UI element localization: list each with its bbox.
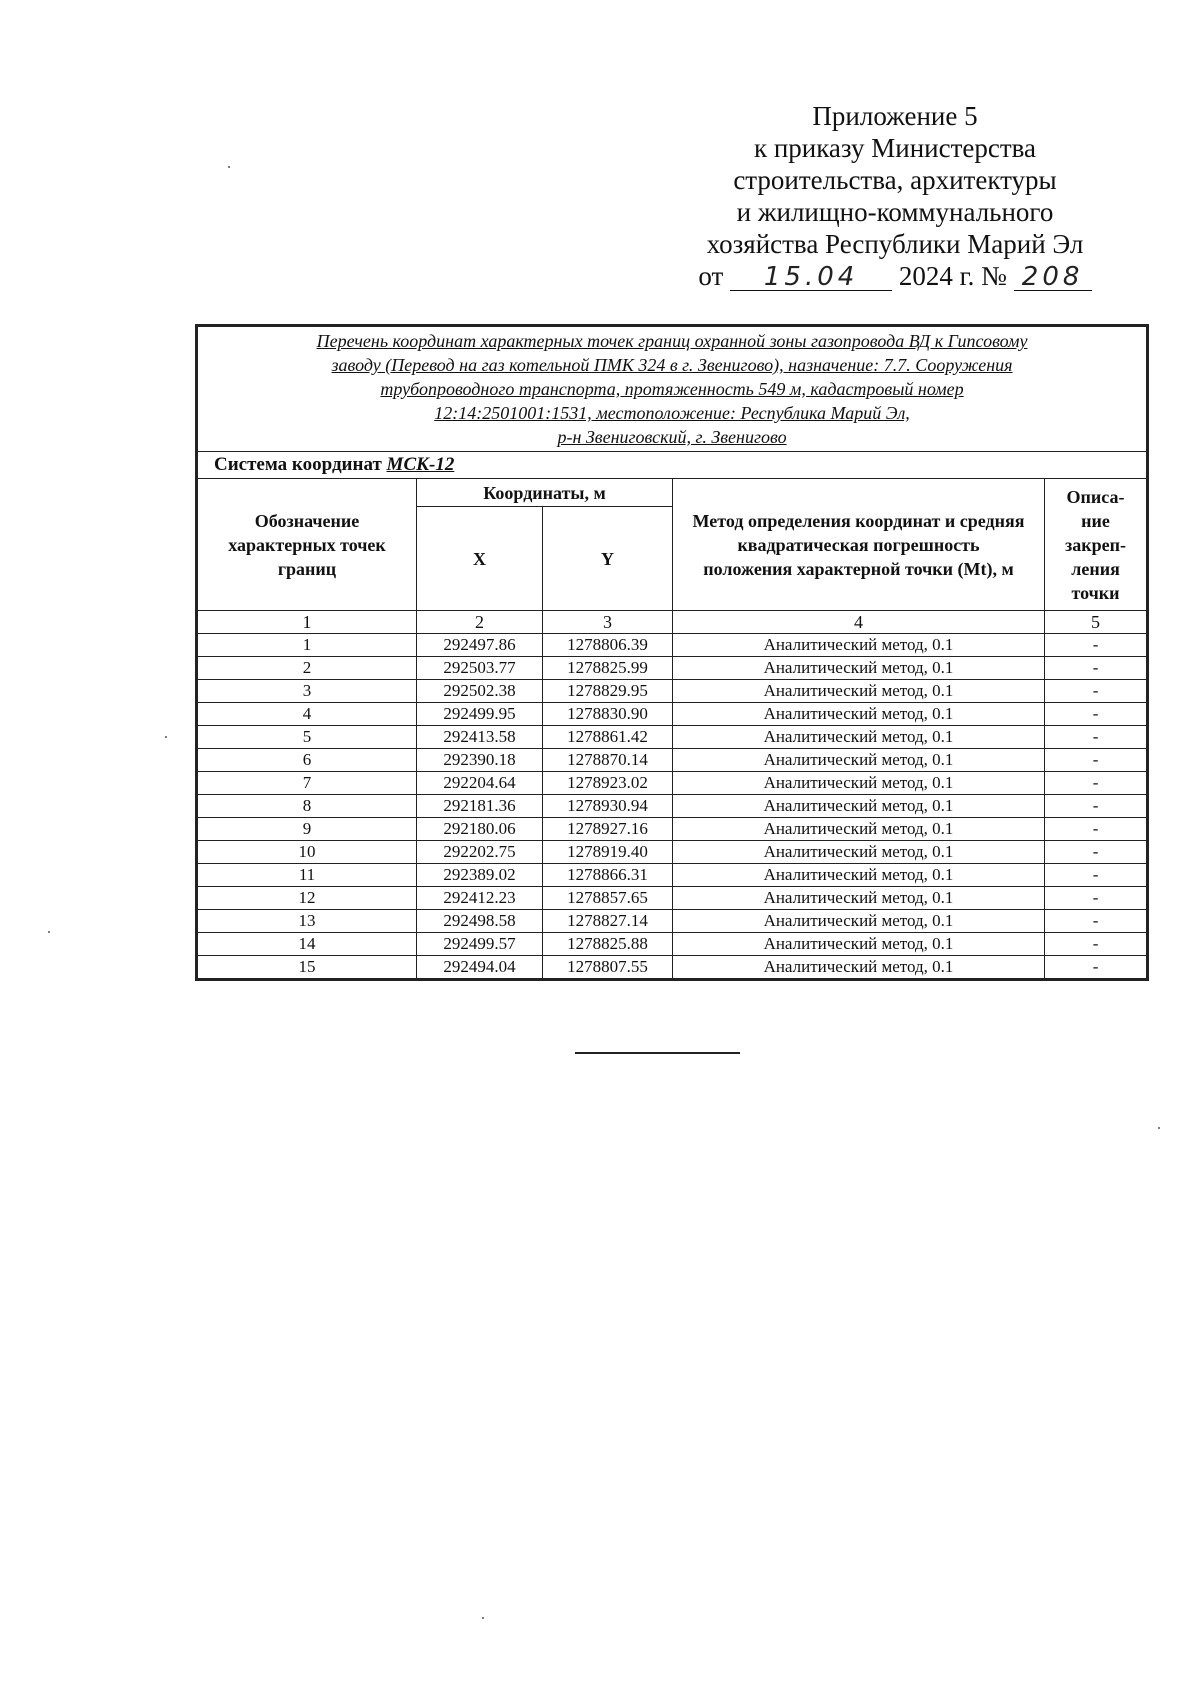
header-description-line: точки [1071, 582, 1120, 603]
cell-method: Аналитический метод, 0.1 [673, 956, 1045, 979]
cell-desc: - [1045, 864, 1147, 887]
cell-point: 12 [198, 887, 417, 910]
cell-x: 292499.57 [417, 933, 543, 956]
cell-method: Аналитический метод, 0.1 [673, 726, 1045, 749]
coordinate-system-value: МСК-12 [386, 454, 455, 475]
cell-desc: - [1045, 910, 1147, 933]
cell-x: 292498.58 [417, 910, 543, 933]
cell-x: 292413.58 [417, 726, 543, 749]
cell-x: 292497.86 [417, 634, 543, 657]
appendix-header [660, 100, 1130, 292]
cell-x: 292181.36 [417, 795, 543, 818]
coordinates-table [197, 326, 1147, 979]
cell-desc: - [1045, 841, 1147, 864]
cell-method: Аналитический метод, 0.1 [673, 749, 1045, 772]
cell-method: Аналитический метод, 0.1 [673, 795, 1045, 818]
column-number: 4 [673, 611, 1045, 634]
scan-speck [165, 736, 167, 738]
cell-method: Аналитический метод, 0.1 [673, 910, 1045, 933]
appendix-line: хозяйства Республики Марий Эл [706, 229, 1084, 259]
table-row [198, 772, 1147, 795]
table-row [198, 818, 1147, 841]
cell-x: 292180.06 [417, 818, 543, 841]
scan-speck [1158, 1127, 1160, 1129]
cell-x: 292204.64 [417, 772, 543, 795]
cell-point: 10 [198, 841, 417, 864]
cell-desc: - [1045, 887, 1147, 910]
cell-desc: - [1045, 818, 1147, 841]
cell-method: Аналитический метод, 0.1 [673, 887, 1045, 910]
column-number: 3 [543, 611, 673, 634]
column-number: 1 [198, 611, 417, 634]
cell-y: 1278829.95 [543, 680, 673, 703]
table-title [198, 327, 1147, 452]
scan-speck [48, 931, 50, 933]
header-coords: Координаты, м [417, 479, 673, 507]
cell-point: 4 [198, 703, 417, 726]
cell-desc: - [1045, 726, 1147, 749]
cell-x: 292202.75 [417, 841, 543, 864]
cell-y: 1278866.31 [543, 864, 673, 887]
cell-method: Аналитический метод, 0.1 [673, 657, 1045, 680]
header-description [1045, 479, 1147, 611]
table-title-line: 12:14:2501001:1531, местоположение: Республика Марий Эл, [434, 403, 910, 423]
table-row [198, 749, 1147, 772]
cell-y: 1278870.14 [543, 749, 673, 772]
cell-desc: - [1045, 956, 1147, 979]
cell-desc: - [1045, 772, 1147, 795]
cell-desc: - [1045, 703, 1147, 726]
cell-point: 5 [198, 726, 417, 749]
header-x: X [417, 507, 543, 611]
coordinate-system-label: Система координат [214, 454, 382, 475]
cell-desc: - [1045, 680, 1147, 703]
column-number: 5 [1045, 611, 1147, 634]
cell-desc: - [1045, 657, 1147, 680]
table-row [198, 657, 1147, 680]
cell-y: 1278930.94 [543, 795, 673, 818]
header-method: Метод определения координат и средняя квадратическая погрешность положения характерной точки (Mt), м [673, 479, 1045, 611]
appendix-line: строительства, архитектуры [733, 165, 1057, 195]
cell-y: 1278806.39 [543, 634, 673, 657]
cell-method: Аналитический метод, 0.1 [673, 680, 1045, 703]
cell-point: 1 [198, 634, 417, 657]
order-date-line [660, 260, 1130, 292]
appendix-line: и жилищно-коммунального [736, 197, 1054, 227]
appendix-line: к приказу Министерства [753, 133, 1037, 163]
cell-y: 1278857.65 [543, 887, 673, 910]
table-row [198, 726, 1147, 749]
table-title-line: р-н Звениговский, г. Звенигово [557, 427, 787, 447]
cell-method: Аналитический метод, 0.1 [673, 841, 1045, 864]
cell-x: 292494.04 [417, 956, 543, 979]
cell-point: 11 [198, 864, 417, 887]
cell-desc: - [1045, 749, 1147, 772]
cell-method: Аналитический метод, 0.1 [673, 864, 1045, 887]
table-row [198, 634, 1147, 657]
table-row [198, 910, 1147, 933]
cell-point: 2 [198, 657, 417, 680]
cell-point: 7 [198, 772, 417, 795]
cell-x: 292412.23 [417, 887, 543, 910]
cell-desc: - [1045, 795, 1147, 818]
header-description-line: Описа- [1066, 486, 1125, 507]
handwritten-date: 15.04 [730, 264, 892, 291]
cell-y: 1278825.88 [543, 933, 673, 956]
scan-speck [482, 1617, 484, 1619]
table-row [198, 703, 1147, 726]
table-body [198, 634, 1147, 979]
cell-x: 292502.38 [417, 680, 543, 703]
cell-x: 292390.18 [417, 749, 543, 772]
table-row [198, 795, 1147, 818]
header-description-line: ние [1081, 510, 1110, 531]
cell-method: Аналитический метод, 0.1 [673, 634, 1045, 657]
handwritten-order-number: 208 [1014, 264, 1092, 291]
cell-x: 292389.02 [417, 864, 543, 887]
scan-speck [228, 166, 230, 168]
table-title-line: трубопроводного транспорта, протяженность 549 м, кадастровый номер [380, 379, 964, 399]
date-prefix: от [698, 261, 724, 291]
table-row [198, 680, 1147, 703]
cell-y: 1278861.42 [543, 726, 673, 749]
cell-method: Аналитический метод, 0.1 [673, 703, 1045, 726]
cell-x: 292499.95 [417, 703, 543, 726]
cell-method: Аналитический метод, 0.1 [673, 818, 1045, 841]
cell-y: 1278827.14 [543, 910, 673, 933]
table-row [198, 933, 1147, 956]
table-row [198, 887, 1147, 910]
cell-y: 1278919.40 [543, 841, 673, 864]
cell-method: Аналитический метод, 0.1 [673, 772, 1045, 795]
closing-divider [575, 1052, 740, 1054]
cell-y: 1278923.02 [543, 772, 673, 795]
table-title-line: Перечень координат характерных точек границ охранной зоны газопровода ВД к Гипсовому [316, 331, 1028, 351]
cell-point: 6 [198, 749, 417, 772]
cell-point: 8 [198, 795, 417, 818]
cell-point: 13 [198, 910, 417, 933]
cell-y: 1278807.55 [543, 956, 673, 979]
header-y: Y [543, 507, 673, 611]
cell-y: 1278830.90 [543, 703, 673, 726]
year-and-number-label: 2024 г. № [898, 261, 1007, 291]
table-row [198, 841, 1147, 864]
table-row [198, 956, 1147, 979]
table-title-line: заводу (Перевод на газ котельной ПМК 324 в г. Звенигово), назначение: 7.7. Сооружения [331, 355, 1013, 375]
cell-method: Аналитический метод, 0.1 [673, 933, 1045, 956]
column-number: 2 [417, 611, 543, 634]
cell-y: 1278927.16 [543, 818, 673, 841]
cell-y: 1278825.99 [543, 657, 673, 680]
cell-point: 15 [198, 956, 417, 979]
cell-desc: - [1045, 634, 1147, 657]
coordinate-system [198, 452, 1147, 479]
header-description-line: ления [1071, 558, 1120, 579]
appendix-line: Приложение 5 [812, 101, 978, 131]
cell-point: 9 [198, 818, 417, 841]
header-point: Обозначение характерных точек границ [198, 479, 417, 611]
column-numbers-row [198, 611, 1147, 634]
table-row [198, 864, 1147, 887]
cell-x: 292503.77 [417, 657, 543, 680]
cell-desc: - [1045, 933, 1147, 956]
cell-point: 14 [198, 933, 417, 956]
cell-point: 3 [198, 680, 417, 703]
header-description-line: закреп- [1065, 534, 1127, 555]
